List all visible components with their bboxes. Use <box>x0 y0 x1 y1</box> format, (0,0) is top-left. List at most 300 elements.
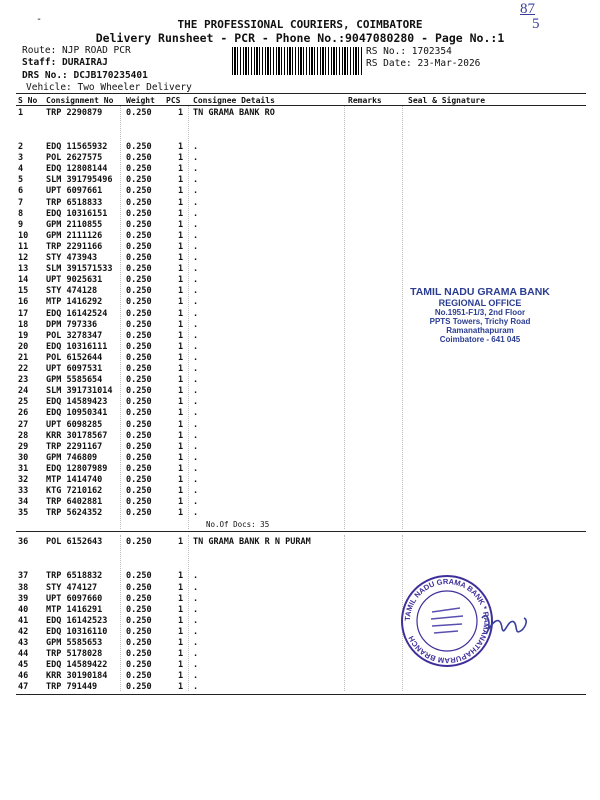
row-weight: 0.250 <box>126 593 152 604</box>
row-consignee-dot: . <box>193 341 199 352</box>
row-weight: 0.250 <box>126 626 152 637</box>
rs-number: RS No.: 1702354 <box>366 46 452 57</box>
table-row <box>16 153 586 164</box>
row-sno: 30 <box>18 452 29 463</box>
row-pcs: 1 <box>178 452 184 463</box>
row-consignee-dot: . <box>193 419 199 430</box>
row-consignment-no: EDQ 10950341 <box>46 408 108 419</box>
table-row <box>16 242 586 253</box>
row-pcs: 1 <box>178 186 184 197</box>
row-weight: 0.250 <box>126 682 152 693</box>
row-consignee-dot: . <box>193 475 199 485</box>
row-pcs: 1 <box>178 164 184 175</box>
row-sno: 9 <box>18 219 24 230</box>
row-sno: 36 <box>18 537 29 548</box>
row-sno: 39 <box>18 593 29 604</box>
row-pcs: 1 <box>178 604 184 615</box>
row-consignment-no: STY 474128 <box>46 286 98 297</box>
row-consignee-dot: . <box>193 397 199 408</box>
row-sno: 35 <box>18 508 29 519</box>
row-sno: 6 <box>18 186 24 197</box>
row-weight: 0.250 <box>126 108 152 118</box>
table-row <box>16 453 586 464</box>
header-bottom-rule <box>16 105 586 106</box>
row-pcs: 1 <box>178 419 184 430</box>
row-pcs: 1 <box>178 441 184 452</box>
row-consignee-dot: . <box>193 408 199 419</box>
row-weight: 0.250 <box>126 582 152 593</box>
row-sno: 45 <box>18 660 29 671</box>
table-row <box>16 375 586 386</box>
col-consignment: Consignment No <box>46 96 114 105</box>
row-pcs: 1 <box>178 537 184 548</box>
row-pcs: 1 <box>178 264 184 275</box>
row-consignee-dot: . <box>193 253 199 263</box>
row-sno: 23 <box>18 375 29 386</box>
row-consignee-dot: . <box>193 486 199 497</box>
row-pcs: 1 <box>178 319 184 330</box>
row-consignee-dot: . <box>193 219 199 230</box>
row-weight: 0.250 <box>126 253 152 263</box>
row-consignment-no: SLM 391795496 <box>46 175 113 186</box>
row-consignee-dot: . <box>193 682 199 693</box>
row-weight: 0.250 <box>126 275 152 286</box>
row-pcs: 1 <box>178 197 184 208</box>
row-consignee-dot: . <box>193 593 199 604</box>
row-consignment-no: TRP 6402881 <box>46 497 103 508</box>
row-consignee-dot: . <box>193 364 199 374</box>
row-pcs: 1 <box>178 497 184 508</box>
row-consignment-no: EDQ 10316111 <box>46 341 108 352</box>
table-row <box>16 175 586 186</box>
row-weight: 0.250 <box>126 330 152 341</box>
row-consignment-no: POL 3278347 <box>46 330 103 341</box>
row-weight: 0.250 <box>126 430 152 441</box>
row-consignment-no: POL 2627575 <box>46 153 103 164</box>
row-pcs: 1 <box>178 571 184 582</box>
row-weight: 0.250 <box>126 297 152 308</box>
dash-mark: - <box>36 14 43 25</box>
table-row <box>16 660 586 671</box>
row-pcs: 1 <box>178 108 184 118</box>
row-consignee-dot: . <box>193 671 199 682</box>
row-pcs: 1 <box>178 308 184 319</box>
document-title: THE PROFESSIONAL COURIERS, COIMBATORE <box>177 18 423 31</box>
row-pcs: 1 <box>178 286 184 297</box>
row-sno: 26 <box>18 408 29 419</box>
table-row <box>16 386 586 397</box>
row-sno: 44 <box>18 649 29 660</box>
row-weight: 0.250 <box>126 497 152 508</box>
row-consignment-no: EDQ 10316151 <box>46 208 108 219</box>
table-row <box>16 671 586 682</box>
row-consignee-dot: . <box>193 275 199 286</box>
row-pcs: 1 <box>178 593 184 604</box>
table-row <box>16 364 586 375</box>
row-sno: 37 <box>18 571 29 582</box>
row-weight: 0.250 <box>126 508 152 519</box>
row-consignment-no: GPM 2111126 <box>46 230 103 241</box>
row-consignment-no: UPT 6097531 <box>46 364 103 374</box>
row-consignment-no: EDQ 14589422 <box>46 660 108 671</box>
row-consignee-dot: . <box>193 615 199 626</box>
row-consignment-no: GPM 5585654 <box>46 375 103 386</box>
row-consignment-no: MTP 1416291 <box>46 604 103 615</box>
row-weight: 0.250 <box>126 419 152 430</box>
table-row <box>16 142 586 153</box>
row-pcs: 1 <box>178 219 184 230</box>
row-sno: 21 <box>18 352 29 363</box>
row-consignee-dot: . <box>193 230 199 241</box>
row-sno: 24 <box>18 386 29 397</box>
row-consignee-dot: . <box>193 186 199 197</box>
row-weight: 0.250 <box>126 386 152 397</box>
row-weight: 0.250 <box>126 571 152 582</box>
table-row <box>16 275 586 286</box>
col-remarks: Remarks <box>348 96 382 105</box>
signature <box>478 608 530 644</box>
row-pcs: 1 <box>178 297 184 308</box>
row-consignment-no: STY 474127 <box>46 582 98 593</box>
header-top-rule <box>16 93 586 94</box>
row-consignment-no: TRP 2291166 <box>46 241 103 252</box>
row-pcs: 1 <box>178 386 184 397</box>
row-sno: 25 <box>18 397 29 408</box>
row-consignee-dot: . <box>193 430 199 441</box>
row-consignment-no: TRP 5178028 <box>46 649 103 660</box>
stamp-line-5: Ramanathapuram <box>446 326 514 335</box>
row-consignee-dot: . <box>193 308 199 319</box>
row-sno: 5 <box>18 175 24 186</box>
row-pcs: 1 <box>178 638 184 648</box>
row-consignment-no: EDQ 11565932 <box>46 142 108 152</box>
row-consignee-dot: . <box>193 241 199 252</box>
row-consignee-dot: . <box>193 197 199 208</box>
row-consignment-no: KRR 30190184 <box>46 671 108 682</box>
row-sno: 46 <box>18 671 29 682</box>
row-sno: 8 <box>18 208 24 219</box>
handwritten-page-note <box>520 2 540 32</box>
row-consignee-dot: . <box>193 571 199 582</box>
row-consignment-no: EDQ 12808144 <box>46 164 108 175</box>
row-sno: 38 <box>18 582 29 593</box>
row-consignment-no: KRR 30178567 <box>46 430 108 441</box>
column-rule <box>188 535 189 691</box>
row-consignee-dot: . <box>193 497 199 508</box>
table-row <box>16 264 586 275</box>
row-pcs: 1 <box>178 430 184 441</box>
row-weight: 0.250 <box>126 219 152 230</box>
table-row <box>16 442 586 453</box>
rs-date: RS Date: 23-Mar-2026 <box>366 58 481 69</box>
regional-office-stamp <box>400 286 560 344</box>
row-consignment-no: GPM 5585653 <box>46 638 103 648</box>
row-sno: 43 <box>18 638 29 648</box>
stamp-line-2: REGIONAL OFFICE <box>438 298 522 308</box>
handwritten-note-denominator: 5 <box>532 16 540 32</box>
row-consignment-no: STY 473943 <box>46 253 98 263</box>
row-consignee-dot: . <box>193 660 199 671</box>
row-consignment-no: EDQ 10316110 <box>46 626 108 637</box>
document-subtitle: Delivery Runsheet - PCR - Phone No.:9047080280 - Page No.:1 <box>95 31 505 45</box>
row-weight: 0.250 <box>126 604 152 615</box>
row-consignee-dot: . <box>193 153 199 164</box>
row-pcs: 1 <box>178 582 184 593</box>
table-row <box>16 408 586 419</box>
row-weight: 0.250 <box>126 463 152 474</box>
row-consignee-dot: . <box>193 330 199 341</box>
row-consignee-dot: . <box>193 463 199 474</box>
row-sno: 10 <box>18 230 29 241</box>
row-pcs: 1 <box>178 660 184 671</box>
table-row <box>16 397 586 408</box>
row-consignee-dot: . <box>193 441 199 452</box>
row-consignment-no: KTG 7210162 <box>46 486 103 497</box>
stamp-line-4: PPTS Towers, Trichy Road <box>429 317 531 326</box>
row-consignee-dot: . <box>193 164 199 175</box>
row-sno: 1 <box>18 108 24 118</box>
row-weight: 0.250 <box>126 241 152 252</box>
table-row <box>16 353 586 364</box>
row-pcs: 1 <box>178 330 184 341</box>
row-sno: 13 <box>18 264 29 275</box>
row-consignee-dot: . <box>193 352 199 363</box>
col-pcs: PCS <box>166 96 181 105</box>
row-pcs: 1 <box>178 142 184 152</box>
row-weight: 0.250 <box>126 397 152 408</box>
row-sno: 34 <box>18 497 29 508</box>
row-weight: 0.250 <box>126 197 152 208</box>
row-weight: 0.250 <box>126 142 152 152</box>
row-consignment-no: SLM 391731014 <box>46 386 113 397</box>
stamp-line-6: Coimbatore - 641 045 <box>439 335 521 344</box>
table-row <box>16 594 586 605</box>
table-row <box>16 164 586 175</box>
table-row <box>16 209 586 220</box>
row-consignee: TN GRAMA BANK R N PURAM <box>193 537 311 548</box>
row-weight: 0.250 <box>126 286 152 297</box>
row-consignment-no: MTP 1414740 <box>46 475 103 485</box>
row-consignee-dot: . <box>193 297 199 308</box>
row-sno: 28 <box>18 430 29 441</box>
row-pcs: 1 <box>178 463 184 474</box>
drs-number: DRS No.: DCJB170235401 <box>22 70 148 81</box>
table-row <box>16 497 586 508</box>
row-consignee-dot: . <box>193 626 199 637</box>
row-consignment-no: TRP 791449 <box>46 682 98 693</box>
row-weight: 0.250 <box>126 364 152 374</box>
row-consignment-no: GPM 2110855 <box>46 219 103 230</box>
row-weight: 0.250 <box>126 352 152 363</box>
row-consignment-no: UPT 6097660 <box>46 593 103 604</box>
barcode <box>232 47 362 75</box>
table-row <box>16 108 586 119</box>
row-weight: 0.250 <box>126 175 152 186</box>
row-weight: 0.250 <box>126 375 152 386</box>
row-consignment-no: POL 6152644 <box>46 352 103 363</box>
row-weight: 0.250 <box>126 341 152 352</box>
row-consignee-dot: . <box>193 142 199 152</box>
row-sno: 19 <box>18 330 29 341</box>
row-consignee-dot: . <box>193 319 199 330</box>
row-consignee-dot: . <box>193 649 199 660</box>
row-sno: 11 <box>18 241 29 252</box>
row-consignment-no: EDQ 16142524 <box>46 308 108 319</box>
row-pcs: 1 <box>178 682 184 693</box>
row-sno: 12 <box>18 253 29 263</box>
row-pcs: 1 <box>178 275 184 286</box>
row-consignee: TN GRAMA BANK RO <box>193 108 275 118</box>
row-weight: 0.250 <box>126 208 152 219</box>
column-rule <box>188 106 189 529</box>
row-sno: 31 <box>18 463 29 474</box>
row-pcs: 1 <box>178 241 184 252</box>
row-consignment-no: MTP 1416292 <box>46 297 103 308</box>
staff-label: Staff: DURAIRAJ <box>22 57 108 68</box>
col-consignee: Consignee Details <box>193 96 275 105</box>
route-label: Route: NJP ROAD PCR <box>22 45 131 56</box>
row-consignee-dot: . <box>193 286 199 297</box>
row-pcs: 1 <box>178 408 184 419</box>
row-pcs: 1 <box>178 208 184 219</box>
column-rule <box>120 106 121 529</box>
row-sno: 14 <box>18 275 29 286</box>
table-row <box>16 198 586 209</box>
table-row <box>16 231 586 242</box>
row-sno: 27 <box>18 419 29 430</box>
table-row <box>16 464 586 475</box>
handwritten-note-numerator: 87 <box>520 1 535 17</box>
table-row <box>16 508 586 519</box>
row-consignment-no: GPM 746809 <box>46 452 98 463</box>
row-consignee-dot: . <box>193 604 199 615</box>
row-weight: 0.250 <box>126 615 152 626</box>
row-weight: 0.250 <box>126 153 152 164</box>
row-pcs: 1 <box>178 253 184 263</box>
row-sno: 4 <box>18 164 24 175</box>
row-consignee-dot: . <box>193 508 199 519</box>
row-pcs: 1 <box>178 397 184 408</box>
seal-ring-text: TAMIL NADU GRAMA BANK * RAMANATHAPURAM BRANCH <box>402 576 492 666</box>
table-row <box>16 420 586 431</box>
row-weight: 0.250 <box>126 408 152 419</box>
row-sno: 20 <box>18 341 29 352</box>
row-consignment-no: TRP 5624352 <box>46 508 103 519</box>
table-row <box>16 431 586 442</box>
row-weight: 0.250 <box>126 486 152 497</box>
row-sno: 17 <box>18 308 29 319</box>
row-consignment-no: TRP 6518833 <box>46 197 103 208</box>
row-pcs: 1 <box>178 671 184 682</box>
row-consignment-no: TRP 6518832 <box>46 571 103 582</box>
row-weight: 0.250 <box>126 441 152 452</box>
row-consignment-no: EDQ 16142523 <box>46 615 108 626</box>
row-consignment-no: TRP 2291167 <box>46 441 103 452</box>
row-weight: 0.250 <box>126 230 152 241</box>
stamp-line-3: No.1951-F1/3, 2nd Floor <box>434 308 526 317</box>
table-row <box>16 186 586 197</box>
table-row <box>16 649 586 660</box>
group-separator <box>16 694 586 695</box>
row-sno: 22 <box>18 364 29 374</box>
row-consignee-dot: . <box>193 638 199 648</box>
row-sno: 7 <box>18 197 24 208</box>
vehicle-label: Vehicle: Two Wheeler Delivery <box>26 82 192 93</box>
stamp-line-1: TAMIL NADU GRAMA BANK <box>410 286 550 298</box>
row-consignee-dot: . <box>193 175 199 186</box>
table-row <box>16 253 586 264</box>
row-consignment-no: UPT 6098285 <box>46 419 103 430</box>
row-sno: 33 <box>18 486 29 497</box>
row-pcs: 1 <box>178 486 184 497</box>
row-weight: 0.250 <box>126 186 152 197</box>
col-weight: Weight <box>126 96 155 105</box>
row-sno: 16 <box>18 297 29 308</box>
col-seal: Seal & Signature <box>408 96 486 105</box>
row-weight: 0.250 <box>126 164 152 175</box>
row-pcs: 1 <box>178 352 184 363</box>
table-row <box>16 583 586 594</box>
row-consignment-no: UPT 6097661 <box>46 186 103 197</box>
row-weight: 0.250 <box>126 671 152 682</box>
row-pcs: 1 <box>178 341 184 352</box>
table-row <box>16 486 586 497</box>
column-rule <box>120 535 121 691</box>
row-consignee-dot: . <box>193 264 199 275</box>
row-weight: 0.250 <box>126 319 152 330</box>
row-sno: 32 <box>18 475 29 485</box>
row-weight: 0.250 <box>126 308 152 319</box>
row-pcs: 1 <box>178 175 184 186</box>
row-sno: 3 <box>18 153 24 164</box>
group-separator <box>16 531 586 532</box>
row-pcs: 1 <box>178 364 184 374</box>
table-row <box>16 682 586 693</box>
row-sno: 29 <box>18 441 29 452</box>
row-consignee-dot: . <box>193 386 199 397</box>
table-row <box>16 220 586 231</box>
row-weight: 0.250 <box>126 452 152 463</box>
table-row <box>16 475 586 486</box>
row-weight: 0.250 <box>126 660 152 671</box>
row-sno: 40 <box>18 604 29 615</box>
row-pcs: 1 <box>178 626 184 637</box>
row-pcs: 1 <box>178 508 184 519</box>
row-consignment-no: EDQ 14589423 <box>46 397 108 408</box>
row-sno: 15 <box>18 286 29 297</box>
row-pcs: 1 <box>178 153 184 164</box>
row-pcs: 1 <box>178 615 184 626</box>
row-consignment-no: TRP 2290879 <box>46 108 103 118</box>
row-pcs: 1 <box>178 375 184 386</box>
row-consignee-dot: . <box>193 582 199 593</box>
row-pcs: 1 <box>178 230 184 241</box>
row-sno: 42 <box>18 626 29 637</box>
row-consignment-no: DPM 797336 <box>46 319 98 330</box>
row-sno: 2 <box>18 142 24 152</box>
row-consignment-no: POL 6152643 <box>46 537 103 548</box>
row-weight: 0.250 <box>126 649 152 660</box>
row-sno: 41 <box>18 615 29 626</box>
row-sno: 47 <box>18 682 29 693</box>
row-weight: 0.250 <box>126 537 152 548</box>
column-rule <box>344 106 345 529</box>
col-sno: S No <box>18 96 38 105</box>
row-pcs: 1 <box>178 649 184 660</box>
row-consignment-no: SLM 391571533 <box>46 264 113 275</box>
row-consignee-dot: . <box>193 208 199 219</box>
row-pcs: 1 <box>178 475 184 485</box>
